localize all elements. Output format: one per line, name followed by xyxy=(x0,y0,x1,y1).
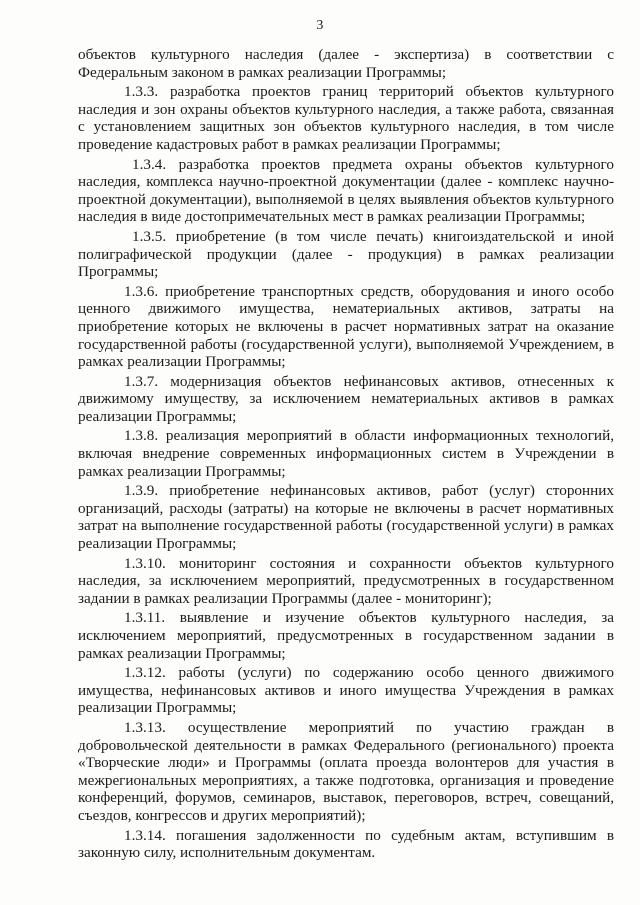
paragraph-1-3-6: 1.3.6. приобретение транспортных средств, оборудования и иного особо ценного движимого имущества, нематериальных активов, затраты на приобретение которых не включены в расчет нормативных затрат на оказание государственной работы (государственной услуги), выполняемой Учреждением, в рамках реализации Программы; xyxy=(78,282,614,371)
page-number: 3 xyxy=(316,18,324,33)
paragraph-continuation: объектов культурного наследия (далее - экспертиза) в соответствии с Федеральным законом в рамках реализации Программы; xyxy=(78,46,614,81)
paragraph-1-3-13: 1.3.13. осуществление мероприятий по участию граждан в добровольческой деятельности в рамках Федерального (регионального) проекта «Творческие люди» и Программы (оплата проезда волонтеров для участия в межрегиональных мероприятиях, а также подготовка, организация и проведение конференций, форумов, семинаров, выставок, переговоров, встреч, совещаний, съездов, конгрессов и других мероприятий); xyxy=(78,718,614,824)
paragraph-1-3-4: 1.3.4. разработка проектов предмета охраны объектов культурного наследия, комплекса научно-проектной документации (далее - комплекс научно-проектной документации), выполняемой в целях выявления объектов культурного наследия в виде достопримечательных мест в рамках реализации Программы; xyxy=(78,155,614,226)
paragraph-1-3-11: 1.3.11. выявление и изучение объектов культурного наследия, за исключением мероприятий, предусмотренных в государственном задании в рамках реализации Программы; xyxy=(78,609,614,662)
paragraph-1-3-9: 1.3.9. приобретение нефинансовых активов, работ (услуг) сторонних организаций, расходы (затраты) на которые не включены в расчет нормативных затрат на выполнение государственной работы (государственной услуги) в рамках реализации Программы; xyxy=(78,482,614,553)
document-body xyxy=(78,46,614,864)
paragraph-1-3-5: 1.3.5. приобретение (в том числе печать) книгоиздательской и иной полиграфической продукции (далее - продукция) в рамках реализации Программы; xyxy=(78,227,614,281)
paragraph-1-3-8: 1.3.8. реализация мероприятий в области информационных технологий, включая внедрение современных информационных систем в Учреждении в рамках реализации Программы; xyxy=(78,427,614,480)
paragraph-1-3-12: 1.3.12. работы (услуги) по содержанию особо ценного движимого имущества, нефинансовых активов и иного имущества Учреждения в рамках реализации Программы; xyxy=(78,664,614,717)
paragraph-1-3-7: 1.3.7. модернизация объектов нефинансовых активов, отнесенных к движимому имуществу, за исключением нематериальных активов в рамках реализации Программы; xyxy=(78,372,614,425)
paragraph-1-3-3: 1.3.3. разработка проектов границ территорий объектов культурного наследия и зон охраны объектов культурного наследия, а также работа, связанная с установлением защитных зон объектов культурного наследия, в том числе проведение кадастровых работ в рамках реализации Программы; xyxy=(78,83,614,153)
paragraph-1-3-14: 1.3.14. погашения задолженности по судебным актам, вступившим в законную силу, исполнительным документам. xyxy=(78,826,614,862)
paragraph-1-3-10: 1.3.10. мониторинг состояния и сохранности объектов культурного наследия, за исключением мероприятий, предусмотренных в государственном задании в рамках реализации Программы (далее - мониторинг); xyxy=(78,554,614,607)
